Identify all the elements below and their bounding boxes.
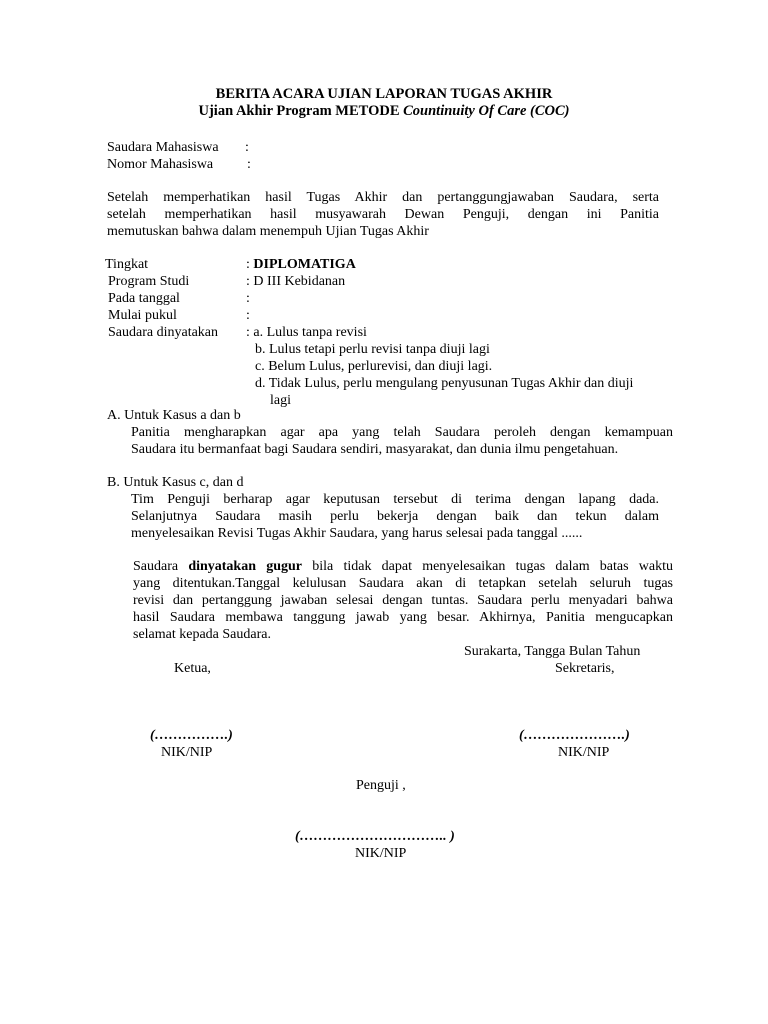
student-number-label: Nomor Mahasiswa xyxy=(107,157,214,172)
status-option-c: c. Belum Lulus, perlurevisi, dan diuji lagi. xyxy=(255,359,493,374)
time-value: : xyxy=(246,308,250,323)
student-name-label: Saudara Mahasiswa xyxy=(107,140,219,155)
secretary-label: Sekretaris, xyxy=(555,661,615,676)
closing-pre: Saudara xyxy=(133,559,189,574)
examiner-signature-blank: (………………………….. ) xyxy=(295,829,455,844)
secretary-id: NIK/NIP xyxy=(558,745,610,760)
program-value: : D III Kebidanan xyxy=(246,274,346,289)
closing-line-5: selamat kepada Saudara. xyxy=(133,627,271,642)
level-text: DIPLOMATIGA xyxy=(253,257,356,272)
case-b-line-2: Selanjutnya Saudara masih perlu bekerja dengan baik dan tekun dalam xyxy=(131,509,659,524)
program-label: Program Studi xyxy=(108,274,190,289)
case-a-heading: A. Untuk Kasus a dan b xyxy=(107,408,241,423)
level-colon: : xyxy=(246,257,254,272)
status-label: Saudara dinyatakan xyxy=(108,325,219,340)
secretary-signature-blank: (………………….) xyxy=(519,728,630,743)
chair-signature-blank: (…………….) xyxy=(150,728,233,743)
status-option-b: b. Lulus tetapi perlu revisi tanpa diuji lagi xyxy=(255,342,490,357)
date-label: Pada tanggal xyxy=(108,291,180,306)
examiner-label: Penguji , xyxy=(356,778,406,793)
date-value: : xyxy=(246,291,250,306)
subtitle-italic: Countinuity Of Care (COC) xyxy=(403,103,570,119)
case-b-heading: B. Untuk Kasus c, dan d xyxy=(107,475,244,490)
closing-line-2: yang ditentukan.Tanggal kelulusan Saudara akan di tetapkan setelah seluruh tugas xyxy=(133,576,673,591)
chair-label: Ketua, xyxy=(174,661,211,676)
level-label: Tingkat xyxy=(105,257,149,272)
closing-line-1 xyxy=(133,558,673,575)
chair-id: NIK/NIP xyxy=(161,745,213,760)
closing-bold: dinyatakan gugur xyxy=(188,559,303,574)
subtitle-prefix: Ujian Akhir Program METODE xyxy=(198,103,404,119)
level-value xyxy=(246,256,356,273)
intro-line-3: memutuskan bahwa dalam menempuh Ujian Tugas Akhir xyxy=(107,224,429,239)
intro-line-2: setelah memperhatikan hasil musyawarah Dewan Penguji, dengan ini Panitia xyxy=(107,207,659,222)
status-option-d: d. Tidak Lulus, perlu mengulang penyusunan Tugas Akhir dan diuji xyxy=(255,376,634,391)
closing-post: bila tidak dapat menyelesaikan tugas dalam batas waktu xyxy=(302,559,673,574)
document-title: BERITA ACARA UJIAN LAPORAN TUGAS AKHIR xyxy=(215,86,553,102)
status-option-d-cont: lagi xyxy=(270,393,291,408)
closing-line-3: revisi dan pertanggung jawaban selesai dengan tuntas. Saudara perlu menyadari bahwa xyxy=(133,593,673,608)
case-b-line-1: Tim Penguji berharap agar keputusan tersebut di terima dengan lapang dada. xyxy=(131,492,659,507)
document-subtitle xyxy=(0,103,768,120)
student-name-colon: : xyxy=(245,140,249,155)
examiner-id: NIK/NIP xyxy=(355,846,407,861)
place-date: Surakarta, Tangga Bulan Tahun xyxy=(464,644,641,659)
time-label: Mulai pukul xyxy=(108,308,177,323)
case-a-line-1: Panitia mengharapkan agar apa yang telah Saudara peroleh dengan kemampuan xyxy=(131,425,673,440)
case-b-line-3: menyelesaikan Revisi Tugas Akhir Saudara, yang harus selesai pada tanggal ...... xyxy=(131,526,583,541)
status-option-a: : a. Lulus tanpa revisi xyxy=(246,325,367,340)
student-number-colon: : xyxy=(247,157,251,172)
intro-line-1: Setelah memperhatikan hasil Tugas Akhir dan pertanggungjawaban Saudara, serta xyxy=(107,190,659,205)
case-a-line-2: Saudara itu bermanfaat bagi Saudara sendiri, masyarakat, dan dunia ilmu pengetahuan. xyxy=(131,442,619,457)
closing-line-4: hasil Saudara membawa tanggung jawab yang besar. Akhirnya, Panitia mengucapkan xyxy=(133,610,673,625)
